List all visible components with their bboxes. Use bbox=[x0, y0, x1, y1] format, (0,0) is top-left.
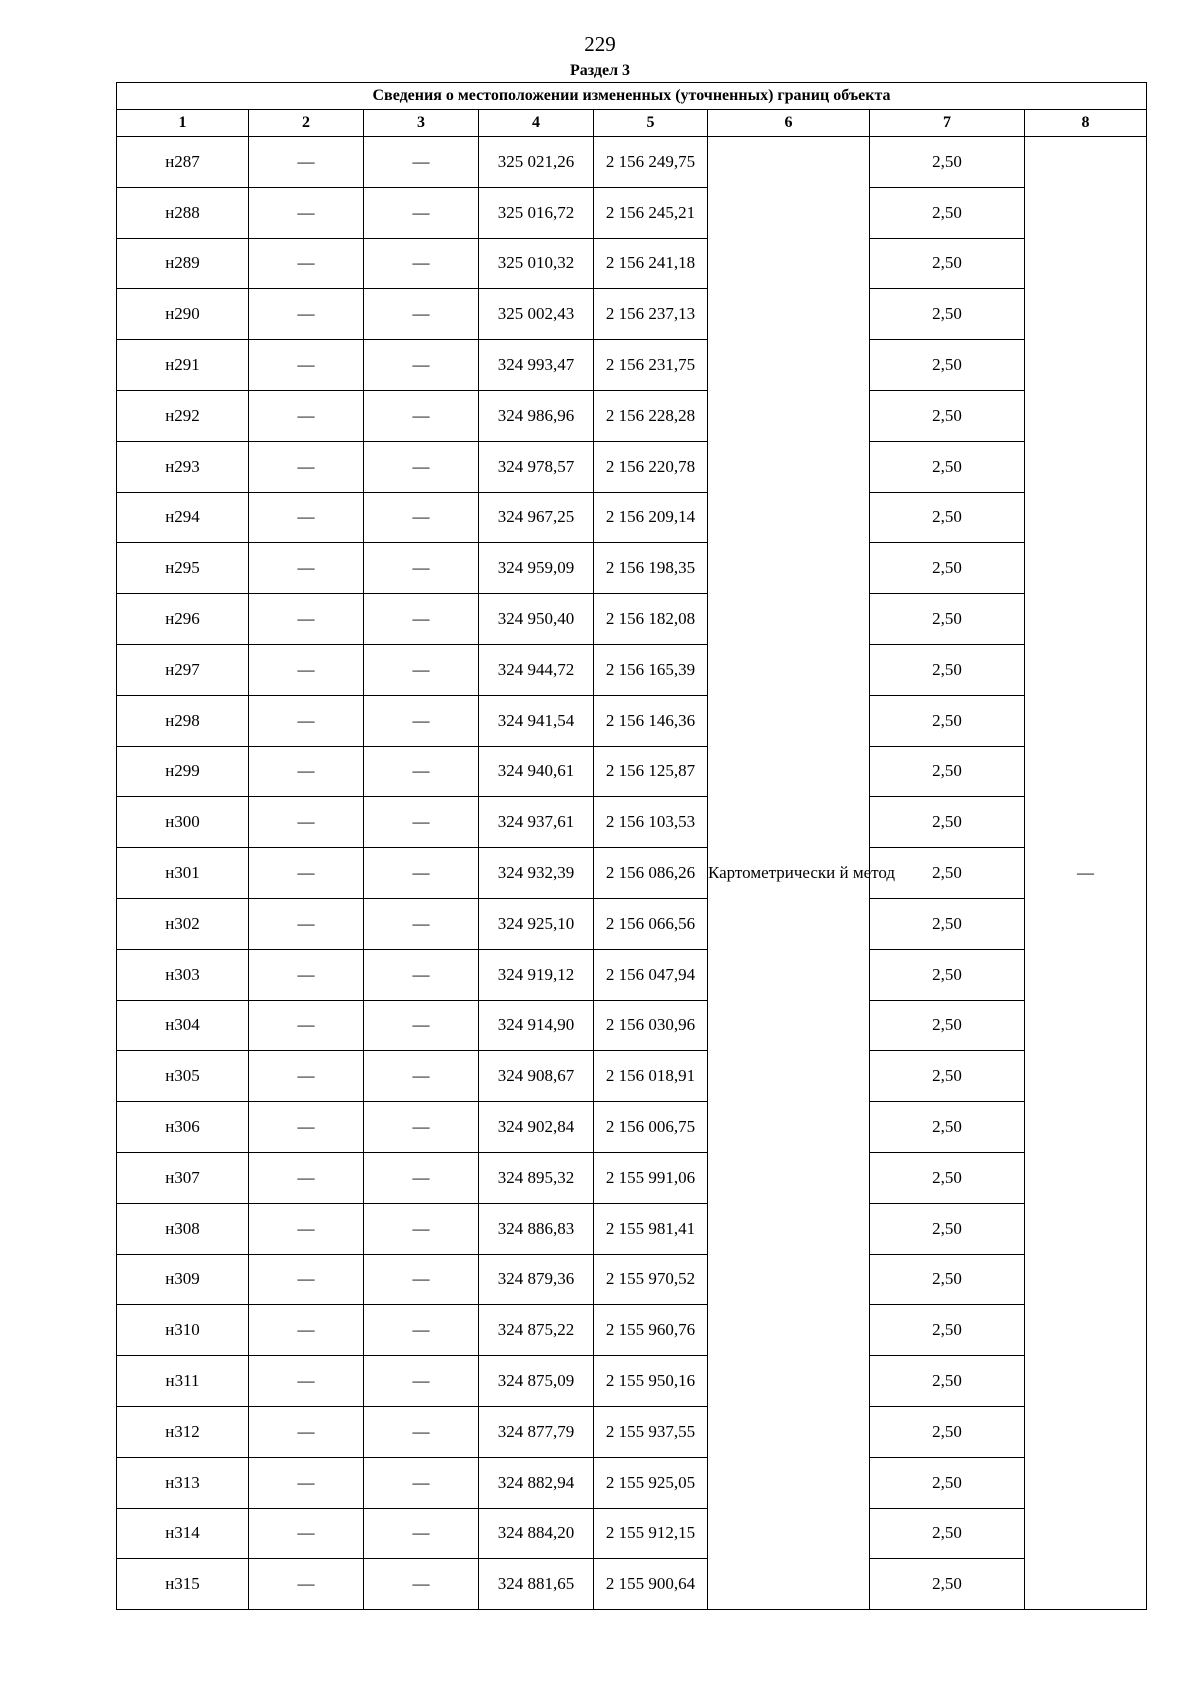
table-row bbox=[117, 289, 1147, 340]
point-id-cell: н311 bbox=[117, 1356, 249, 1407]
point-id-cell: н315 bbox=[117, 1559, 249, 1610]
column-2-cell: — bbox=[249, 390, 364, 441]
table-body bbox=[117, 137, 1147, 1610]
point-id-cell: н305 bbox=[117, 1051, 249, 1102]
table-row bbox=[117, 340, 1147, 391]
column-3-cell: — bbox=[364, 543, 479, 594]
x-coordinate-cell: 324 875,09 bbox=[479, 1356, 594, 1407]
accuracy-cell: 2,50 bbox=[870, 340, 1025, 391]
x-coordinate-cell: 324 967,25 bbox=[479, 492, 594, 543]
table-row bbox=[117, 1102, 1147, 1153]
column-2-cell: — bbox=[249, 949, 364, 1000]
column-3-cell: — bbox=[364, 1508, 479, 1559]
point-id-cell: н295 bbox=[117, 543, 249, 594]
y-coordinate-cell: 2 156 103,53 bbox=[594, 797, 708, 848]
point-id-cell: н301 bbox=[117, 848, 249, 899]
accuracy-cell: 2,50 bbox=[870, 441, 1025, 492]
column-2-cell: — bbox=[249, 1559, 364, 1610]
accuracy-cell: 2,50 bbox=[870, 289, 1025, 340]
accuracy-cell: 2,50 bbox=[870, 898, 1025, 949]
column-number: 5 bbox=[594, 110, 708, 137]
accuracy-cell: 2,50 bbox=[870, 1203, 1025, 1254]
accuracy-cell: 2,50 bbox=[870, 1051, 1025, 1102]
point-id-cell: н307 bbox=[117, 1152, 249, 1203]
column-number: 6 bbox=[708, 110, 870, 137]
column-2-cell: — bbox=[249, 137, 364, 188]
column-3-cell: — bbox=[364, 1203, 479, 1254]
column-number: 3 bbox=[364, 110, 479, 137]
accuracy-cell: 2,50 bbox=[870, 1406, 1025, 1457]
x-coordinate-cell: 324 919,12 bbox=[479, 949, 594, 1000]
column-3-cell: — bbox=[364, 1051, 479, 1102]
point-id-cell: н306 bbox=[117, 1102, 249, 1153]
table-title: Сведения о местоположении измененных (уточненных) границ объекта bbox=[117, 83, 1147, 110]
y-coordinate-cell: 2 156 018,91 bbox=[594, 1051, 708, 1102]
point-id-cell: н297 bbox=[117, 644, 249, 695]
column-2-cell: — bbox=[249, 187, 364, 238]
column-2-cell: — bbox=[249, 1254, 364, 1305]
column-3-cell: — bbox=[364, 1305, 479, 1356]
point-id-cell: н304 bbox=[117, 1000, 249, 1051]
accuracy-cell: 2,50 bbox=[870, 1102, 1025, 1153]
column-3-cell: — bbox=[364, 137, 479, 188]
column-3-cell: — bbox=[364, 1406, 479, 1457]
x-coordinate-cell: 325 016,72 bbox=[479, 187, 594, 238]
method-cell: Картометрически й метод bbox=[708, 137, 870, 1610]
column-3-cell: — bbox=[364, 1559, 479, 1610]
accuracy-cell: 2,50 bbox=[870, 492, 1025, 543]
point-id-cell: н294 bbox=[117, 492, 249, 543]
accuracy-cell: 2,50 bbox=[870, 1254, 1025, 1305]
accuracy-cell: 2,50 bbox=[870, 1457, 1025, 1508]
x-coordinate-cell: 324 940,61 bbox=[479, 746, 594, 797]
point-id-cell: н312 bbox=[117, 1406, 249, 1457]
column-3-cell: — bbox=[364, 695, 479, 746]
column-2-cell: — bbox=[249, 289, 364, 340]
table-row bbox=[117, 898, 1147, 949]
column-3-cell: — bbox=[364, 644, 479, 695]
point-id-cell: н303 bbox=[117, 949, 249, 1000]
column-2-cell: — bbox=[249, 746, 364, 797]
table-row bbox=[117, 1305, 1147, 1356]
y-coordinate-cell: 2 155 960,76 bbox=[594, 1305, 708, 1356]
y-coordinate-cell: 2 156 245,21 bbox=[594, 187, 708, 238]
x-coordinate-cell: 325 021,26 bbox=[479, 137, 594, 188]
point-id-cell: н313 bbox=[117, 1457, 249, 1508]
y-coordinate-cell: 2 155 950,16 bbox=[594, 1356, 708, 1407]
accuracy-cell: 2,50 bbox=[870, 187, 1025, 238]
column-3-cell: — bbox=[364, 492, 479, 543]
column-2-cell: — bbox=[249, 695, 364, 746]
y-coordinate-cell: 2 156 047,94 bbox=[594, 949, 708, 1000]
point-id-cell: н287 bbox=[117, 137, 249, 188]
accuracy-cell: 2,50 bbox=[870, 1356, 1025, 1407]
column-2-cell: — bbox=[249, 848, 364, 899]
y-coordinate-cell: 2 156 237,13 bbox=[594, 289, 708, 340]
y-coordinate-cell: 2 156 209,14 bbox=[594, 492, 708, 543]
table-row bbox=[117, 695, 1147, 746]
page-number: 229 bbox=[584, 32, 616, 56]
table-row bbox=[117, 1254, 1147, 1305]
column-2-cell: — bbox=[249, 1000, 364, 1051]
accuracy-cell: 2,50 bbox=[870, 137, 1025, 188]
accuracy-cell: 2,50 bbox=[870, 746, 1025, 797]
y-coordinate-cell: 2 156 198,35 bbox=[594, 543, 708, 594]
column-number: 2 bbox=[249, 110, 364, 137]
accuracy-cell: 2,50 bbox=[870, 1508, 1025, 1559]
column-2-cell: — bbox=[249, 594, 364, 645]
column-number: 8 bbox=[1025, 110, 1147, 137]
column-3-cell: — bbox=[364, 1152, 479, 1203]
column-2-cell: — bbox=[249, 1305, 364, 1356]
column-2-cell: — bbox=[249, 1203, 364, 1254]
column-2-cell: — bbox=[249, 492, 364, 543]
point-id-cell: н288 bbox=[117, 187, 249, 238]
y-coordinate-cell: 2 156 086,26 bbox=[594, 848, 708, 899]
x-coordinate-cell: 324 895,32 bbox=[479, 1152, 594, 1203]
x-coordinate-cell: 324 959,09 bbox=[479, 543, 594, 594]
column-3-cell: — bbox=[364, 1254, 479, 1305]
point-id-cell: н292 bbox=[117, 390, 249, 441]
column-2-cell: — bbox=[249, 898, 364, 949]
y-coordinate-cell: 2 155 937,55 bbox=[594, 1406, 708, 1457]
accuracy-cell: 2,50 bbox=[870, 644, 1025, 695]
table-row bbox=[117, 1152, 1147, 1203]
point-id-cell: н290 bbox=[117, 289, 249, 340]
table-row bbox=[117, 1356, 1147, 1407]
table-row bbox=[117, 1000, 1147, 1051]
accuracy-cell: 2,50 bbox=[870, 797, 1025, 848]
point-id-cell: н308 bbox=[117, 1203, 249, 1254]
y-coordinate-cell: 2 156 146,36 bbox=[594, 695, 708, 746]
table-row bbox=[117, 543, 1147, 594]
point-id-cell: н314 bbox=[117, 1508, 249, 1559]
y-coordinate-cell: 2 156 249,75 bbox=[594, 137, 708, 188]
x-coordinate-cell: 325 002,43 bbox=[479, 289, 594, 340]
point-id-cell: н298 bbox=[117, 695, 249, 746]
point-id-cell: н293 bbox=[117, 441, 249, 492]
column-3-cell: — bbox=[364, 1102, 479, 1153]
accuracy-cell: 2,50 bbox=[870, 949, 1025, 1000]
table-row bbox=[117, 1203, 1147, 1254]
column-2-cell: — bbox=[249, 1051, 364, 1102]
column-2-cell: — bbox=[249, 340, 364, 391]
y-coordinate-cell: 2 156 241,18 bbox=[594, 238, 708, 289]
table-row bbox=[117, 1508, 1147, 1559]
column-3-cell: — bbox=[364, 390, 479, 441]
accuracy-cell: 2,50 bbox=[870, 848, 1025, 899]
section-title: Раздел 3 bbox=[569, 62, 631, 79]
y-coordinate-cell: 2 155 900,64 bbox=[594, 1559, 708, 1610]
column-3-cell: — bbox=[364, 1457, 479, 1508]
table-row bbox=[117, 797, 1147, 848]
column-3-cell: — bbox=[364, 441, 479, 492]
table-row bbox=[117, 1051, 1147, 1102]
table-row bbox=[117, 594, 1147, 645]
accuracy-cell: 2,50 bbox=[870, 1000, 1025, 1051]
accuracy-cell: 2,50 bbox=[870, 1152, 1025, 1203]
column-2-cell: — bbox=[249, 1102, 364, 1153]
y-coordinate-cell: 2 156 228,28 bbox=[594, 390, 708, 441]
x-coordinate-cell: 324 884,20 bbox=[479, 1508, 594, 1559]
column-8-cell: — bbox=[1025, 137, 1147, 1610]
boundary-coordinates-table bbox=[116, 82, 1147, 1610]
column-3-cell: — bbox=[364, 898, 479, 949]
x-coordinate-cell: 324 993,47 bbox=[479, 340, 594, 391]
x-coordinate-cell: 324 950,40 bbox=[479, 594, 594, 645]
column-3-cell: — bbox=[364, 746, 479, 797]
y-coordinate-cell: 2 155 991,06 bbox=[594, 1152, 708, 1203]
table-row bbox=[117, 746, 1147, 797]
x-coordinate-cell: 324 986,96 bbox=[479, 390, 594, 441]
x-coordinate-cell: 324 886,83 bbox=[479, 1203, 594, 1254]
x-coordinate-cell: 324 879,36 bbox=[479, 1254, 594, 1305]
y-coordinate-cell: 2 155 912,15 bbox=[594, 1508, 708, 1559]
table-row bbox=[117, 137, 1147, 188]
point-id-cell: н309 bbox=[117, 1254, 249, 1305]
table-row bbox=[117, 848, 1147, 899]
table-row bbox=[117, 390, 1147, 441]
column-number: 1 bbox=[117, 110, 249, 137]
y-coordinate-cell: 2 156 231,75 bbox=[594, 340, 708, 391]
table-row bbox=[117, 1457, 1147, 1508]
table-row bbox=[117, 644, 1147, 695]
y-coordinate-cell: 2 156 030,96 bbox=[594, 1000, 708, 1051]
table-row bbox=[117, 238, 1147, 289]
column-3-cell: — bbox=[364, 848, 479, 899]
table-row bbox=[117, 187, 1147, 238]
table-row bbox=[117, 492, 1147, 543]
y-coordinate-cell: 2 155 925,05 bbox=[594, 1457, 708, 1508]
y-coordinate-cell: 2 155 970,52 bbox=[594, 1254, 708, 1305]
table-row bbox=[117, 1559, 1147, 1610]
column-3-cell: — bbox=[364, 797, 479, 848]
x-coordinate-cell: 324 944,72 bbox=[479, 644, 594, 695]
y-coordinate-cell: 2 156 165,39 bbox=[594, 644, 708, 695]
accuracy-cell: 2,50 bbox=[870, 1559, 1025, 1610]
column-2-cell: — bbox=[249, 238, 364, 289]
column-3-cell: — bbox=[364, 340, 479, 391]
table-row bbox=[117, 441, 1147, 492]
accuracy-cell: 2,50 bbox=[870, 1305, 1025, 1356]
y-coordinate-cell: 2 156 220,78 bbox=[594, 441, 708, 492]
x-coordinate-cell: 324 914,90 bbox=[479, 1000, 594, 1051]
column-2-cell: — bbox=[249, 441, 364, 492]
x-coordinate-cell: 324 941,54 bbox=[479, 695, 594, 746]
column-3-cell: — bbox=[364, 238, 479, 289]
x-coordinate-cell: 324 875,22 bbox=[479, 1305, 594, 1356]
y-coordinate-cell: 2 156 125,87 bbox=[594, 746, 708, 797]
x-coordinate-cell: 324 877,79 bbox=[479, 1406, 594, 1457]
point-id-cell: н289 bbox=[117, 238, 249, 289]
column-3-cell: — bbox=[364, 1000, 479, 1051]
accuracy-cell: 2,50 bbox=[870, 238, 1025, 289]
column-2-cell: — bbox=[249, 1406, 364, 1457]
accuracy-cell: 2,50 bbox=[870, 543, 1025, 594]
x-coordinate-cell: 324 882,94 bbox=[479, 1457, 594, 1508]
column-2-cell: — bbox=[249, 543, 364, 594]
x-coordinate-cell: 324 932,39 bbox=[479, 848, 594, 899]
column-2-cell: — bbox=[249, 1356, 364, 1407]
table-row bbox=[117, 1406, 1147, 1457]
point-id-cell: н300 bbox=[117, 797, 249, 848]
column-3-cell: — bbox=[364, 1356, 479, 1407]
point-id-cell: н296 bbox=[117, 594, 249, 645]
column-number: 7 bbox=[870, 110, 1025, 137]
column-3-cell: — bbox=[364, 187, 479, 238]
x-coordinate-cell: 324 902,84 bbox=[479, 1102, 594, 1153]
column-3-cell: — bbox=[364, 949, 479, 1000]
point-id-cell: н291 bbox=[117, 340, 249, 391]
table-row bbox=[117, 949, 1147, 1000]
column-3-cell: — bbox=[364, 289, 479, 340]
y-coordinate-cell: 2 156 006,75 bbox=[594, 1102, 708, 1153]
column-2-cell: — bbox=[249, 1508, 364, 1559]
column-number-row bbox=[117, 110, 1147, 137]
x-coordinate-cell: 324 937,61 bbox=[479, 797, 594, 848]
y-coordinate-cell: 2 155 981,41 bbox=[594, 1203, 708, 1254]
point-id-cell: н299 bbox=[117, 746, 249, 797]
column-3-cell: — bbox=[364, 594, 479, 645]
point-id-cell: н310 bbox=[117, 1305, 249, 1356]
x-coordinate-cell: 325 010,32 bbox=[479, 238, 594, 289]
column-number: 4 bbox=[479, 110, 594, 137]
x-coordinate-cell: 324 925,10 bbox=[479, 898, 594, 949]
accuracy-cell: 2,50 bbox=[870, 695, 1025, 746]
column-2-cell: — bbox=[249, 1457, 364, 1508]
column-2-cell: — bbox=[249, 1152, 364, 1203]
x-coordinate-cell: 324 881,65 bbox=[479, 1559, 594, 1610]
accuracy-cell: 2,50 bbox=[870, 390, 1025, 441]
x-coordinate-cell: 324 978,57 bbox=[479, 441, 594, 492]
y-coordinate-cell: 2 156 182,08 bbox=[594, 594, 708, 645]
column-2-cell: — bbox=[249, 644, 364, 695]
point-id-cell: н302 bbox=[117, 898, 249, 949]
accuracy-cell: 2,50 bbox=[870, 594, 1025, 645]
x-coordinate-cell: 324 908,67 bbox=[479, 1051, 594, 1102]
column-2-cell: — bbox=[249, 797, 364, 848]
y-coordinate-cell: 2 156 066,56 bbox=[594, 898, 708, 949]
